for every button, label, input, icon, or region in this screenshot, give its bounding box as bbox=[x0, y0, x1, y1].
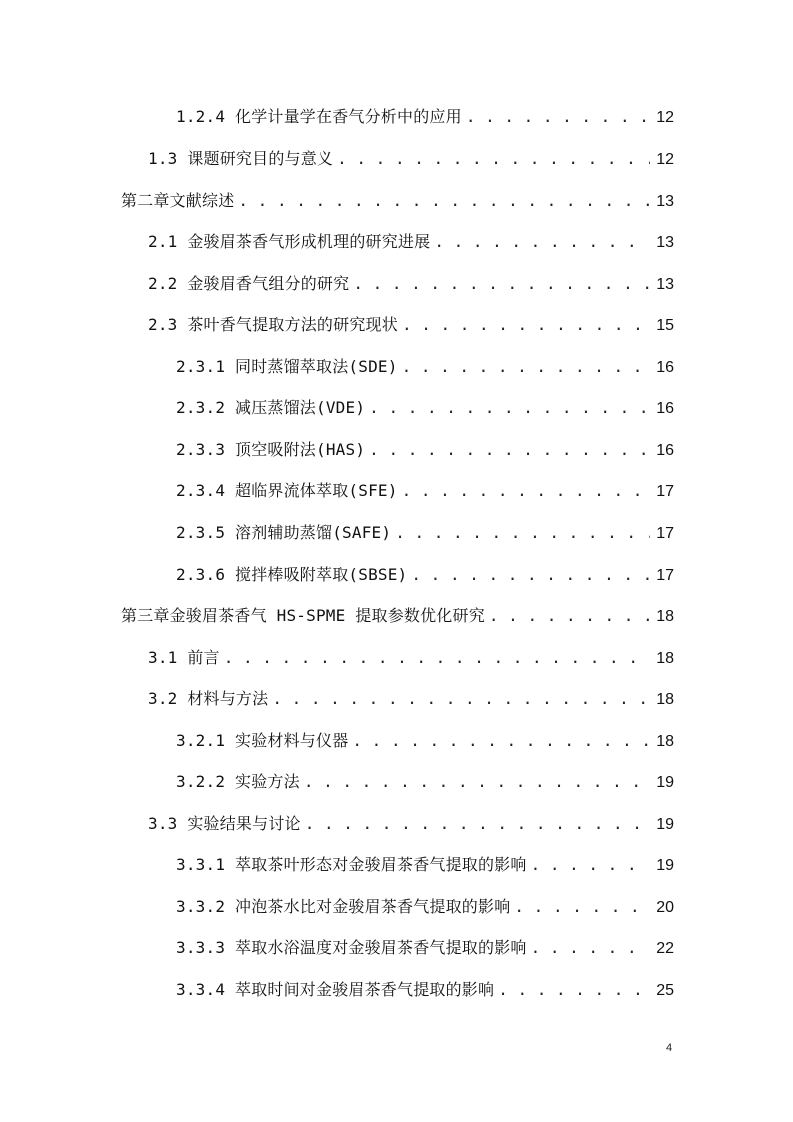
leader-dots bbox=[531, 936, 650, 960]
leader-dots bbox=[304, 770, 650, 794]
toc-entry-page: 18 bbox=[656, 650, 674, 667]
toc-entry[interactable] bbox=[176, 978, 674, 1002]
toc-entry-label: 第三章金骏眉茶香气 HS-SPME 提取参数优化研究 bbox=[121, 606, 485, 625]
leader-dots bbox=[402, 355, 650, 379]
toc-entry-page: 22 bbox=[656, 940, 674, 957]
toc-entry-page: 18 bbox=[656, 733, 674, 750]
toc-entry[interactable] bbox=[176, 853, 674, 877]
leader-dots bbox=[466, 105, 650, 129]
toc-entry[interactable] bbox=[176, 936, 674, 960]
leader-dots bbox=[395, 521, 650, 545]
leader-dots bbox=[434, 230, 650, 254]
toc-entry-label: 2.3 茶叶香气提取方法的研究现状 bbox=[148, 315, 398, 334]
toc-entry-page: 13 bbox=[656, 234, 674, 251]
toc-entry-label: 1.2.4 化学计量学在香气分析中的应用 bbox=[176, 107, 462, 126]
toc-entry[interactable] bbox=[148, 230, 674, 254]
toc-entry-page: 19 bbox=[656, 816, 674, 833]
toc-entry-page: 17 bbox=[656, 483, 674, 500]
toc-entry-page: 18 bbox=[656, 691, 674, 708]
leader-dots bbox=[369, 438, 650, 462]
toc-entry-label: 2.3.3 顶空吸附法(HAS) bbox=[176, 440, 366, 459]
toc-entry-label: 2.3.6 搅拌棒吸附萃取(SBSE) bbox=[176, 565, 408, 584]
toc-entry[interactable] bbox=[148, 687, 674, 711]
toc-entry-label: 2.1 金骏眉茶香气形成机理的研究进展 bbox=[148, 232, 431, 251]
leader-dots bbox=[402, 313, 650, 337]
toc-entry-page: 17 bbox=[656, 525, 674, 542]
toc-entry-label: 2.2 金骏眉香气组分的研究 bbox=[148, 274, 350, 293]
leader-dots bbox=[369, 396, 650, 420]
leader-dots bbox=[498, 978, 650, 1002]
toc-entry-page: 25 bbox=[656, 982, 674, 999]
toc-entry-label: 3.3.2 冲泡茶水比对金骏眉茶香气提取的影响 bbox=[176, 897, 511, 916]
toc-entry[interactable] bbox=[176, 105, 674, 129]
toc-entry[interactable] bbox=[176, 479, 674, 503]
toc-entry-label: 3.2.1 实验材料与仪器 bbox=[176, 731, 349, 750]
toc-entry-page: 13 bbox=[656, 193, 674, 210]
toc-entry-label: 1.3 课题研究目的与意义 bbox=[148, 149, 334, 168]
toc-entry[interactable] bbox=[176, 355, 674, 379]
toc-entry-label: 3.2.2 实验方法 bbox=[176, 772, 300, 791]
toc-entry[interactable] bbox=[176, 895, 674, 919]
toc-entry-label: 3.2 材料与方法 bbox=[148, 689, 269, 708]
leader-dots bbox=[489, 604, 650, 628]
toc-entry[interactable] bbox=[176, 396, 674, 420]
toc-entry[interactable] bbox=[176, 521, 674, 545]
toc-entry-page: 19 bbox=[656, 857, 674, 874]
toc-entry-page: 12 bbox=[656, 109, 674, 126]
toc-entry-page: 13 bbox=[656, 276, 674, 293]
leader-dots bbox=[514, 895, 650, 919]
toc-entry[interactable] bbox=[121, 604, 674, 628]
leader-dots bbox=[531, 853, 650, 877]
toc-entry[interactable] bbox=[148, 812, 674, 836]
toc-entry-page: 19 bbox=[656, 774, 674, 791]
toc-entry-page: 16 bbox=[656, 359, 674, 376]
page-number: 4 bbox=[666, 1042, 673, 1054]
toc-entry-page: 16 bbox=[656, 442, 674, 459]
leader-dots bbox=[353, 272, 650, 296]
leader-dots bbox=[305, 812, 650, 836]
leader-dots bbox=[411, 563, 650, 587]
toc-entry[interactable] bbox=[176, 438, 674, 462]
leader-dots bbox=[402, 479, 650, 503]
toc-entry-page: 16 bbox=[656, 400, 674, 417]
toc-entry[interactable] bbox=[148, 646, 674, 670]
toc-entry[interactable] bbox=[176, 729, 674, 753]
toc-entry[interactable] bbox=[121, 189, 674, 213]
leader-dots bbox=[238, 189, 650, 213]
toc-entry[interactable] bbox=[176, 770, 674, 794]
toc-entry-page: 20 bbox=[656, 899, 674, 916]
toc-entry-label: 2.3.2 减压蒸馏法(VDE) bbox=[176, 398, 366, 417]
leader-dots bbox=[337, 147, 650, 171]
toc-entry[interactable] bbox=[148, 272, 674, 296]
toc-entry[interactable] bbox=[148, 147, 674, 171]
toc-entry-label: 3.3.1 萃取茶叶形态对金骏眉茶香气提取的影响 bbox=[176, 855, 527, 874]
toc-entry-label: 3.3.3 萃取水浴温度对金骏眉茶香气提取的影响 bbox=[176, 938, 527, 957]
toc-entry-label: 第二章文献综述 bbox=[121, 191, 235, 210]
toc-entry[interactable] bbox=[148, 313, 674, 337]
leader-dots bbox=[224, 646, 650, 670]
toc-entry[interactable] bbox=[176, 563, 674, 587]
toc-entry-page: 17 bbox=[656, 567, 674, 584]
toc-entry-label: 2.3.4 超临界流体萃取(SFE) bbox=[176, 481, 398, 500]
toc-entry-label: 3.3 实验结果与讨论 bbox=[148, 814, 301, 833]
toc-entry-label: 3.1 前言 bbox=[148, 648, 220, 667]
toc-entry-label: 3.3.4 萃取时间对金骏眉茶香气提取的影响 bbox=[176, 980, 495, 999]
toc-entry-page: 15 bbox=[656, 317, 674, 334]
toc-entry-page: 18 bbox=[656, 608, 674, 625]
toc-entry-page: 12 bbox=[656, 151, 674, 168]
toc-entry-label: 2.3.1 同时蒸馏萃取法(SDE) bbox=[176, 357, 398, 376]
leader-dots bbox=[272, 687, 650, 711]
toc-entry-label: 2.3.5 溶剂辅助蒸馏(SAFE) bbox=[176, 523, 392, 542]
leader-dots bbox=[352, 729, 650, 753]
